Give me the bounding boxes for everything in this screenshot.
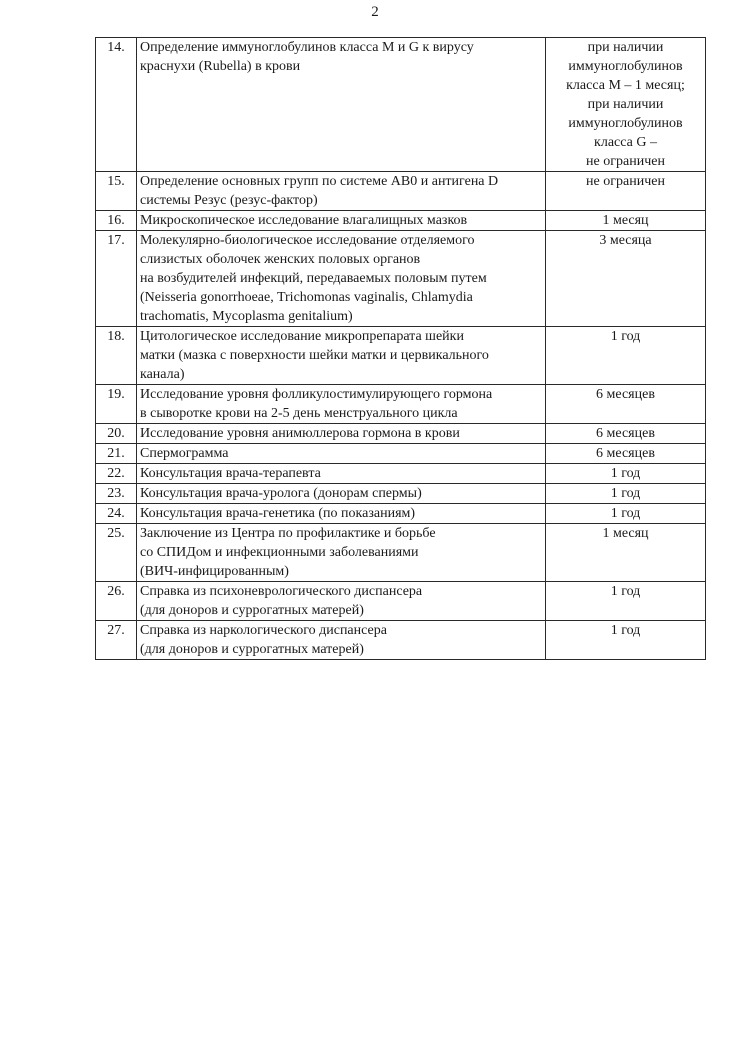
table-row <box>96 172 706 211</box>
row-validity-period <box>546 621 706 660</box>
period-line: иммуноглобулинов <box>568 59 683 74</box>
description-line: на возбудителей инфекций, передаваемых половым путем <box>140 271 487 286</box>
row-number: 18. <box>96 327 137 385</box>
row-description <box>137 504 546 524</box>
period-line: 1 месяц <box>602 526 649 541</box>
description-line: Микроскопическое исследование влагалищных мазков <box>140 213 468 228</box>
row-description <box>137 231 546 327</box>
period-line: 1 год <box>610 486 641 501</box>
period-line: 1 год <box>610 506 641 521</box>
row-description <box>137 582 546 621</box>
period-line: 1 год <box>610 584 641 599</box>
table-row <box>96 621 706 660</box>
row-description <box>137 385 546 424</box>
row-number: 19. <box>96 385 137 424</box>
description-line: системы Резус (резус-фактор) <box>140 193 318 208</box>
row-description <box>137 524 546 582</box>
row-number: 27. <box>96 621 137 660</box>
period-line: 1 год <box>610 623 641 638</box>
period-line: иммуноглобулинов <box>568 116 683 131</box>
period-line: 6 месяцев <box>596 446 655 461</box>
row-validity-period <box>546 424 706 444</box>
description-line: Цитологическое исследование микропрепарата шейки <box>140 329 464 344</box>
row-validity-period <box>546 211 706 231</box>
description-line: Определение основных групп по системе АВ0 и антигена D <box>140 174 499 189</box>
row-validity-period <box>546 172 706 211</box>
description-line: в сыворотке крови на 2-5 день менструального цикла <box>140 406 458 421</box>
description-line: Справка из наркологического диспансера <box>140 623 387 638</box>
row-number: 22. <box>96 464 137 484</box>
period-line: при наличии <box>587 40 664 55</box>
row-description <box>137 38 546 172</box>
row-description <box>137 444 546 464</box>
description-line: (для доноров и суррогатных матерей) <box>140 603 364 618</box>
description-line: краснухи (Rubella) в крови <box>140 59 301 74</box>
period-line: класса G – <box>594 135 657 150</box>
description-line: Консультация врача-уролога (донорам спермы) <box>140 486 422 501</box>
description-line: Консультация врача-генетика (по показаниям) <box>140 506 416 521</box>
row-number: 14. <box>96 38 137 172</box>
row-number: 15. <box>96 172 137 211</box>
row-number: 26. <box>96 582 137 621</box>
row-number: 17. <box>96 231 137 327</box>
period-line: не ограничен <box>586 174 665 189</box>
row-description <box>137 172 546 211</box>
description-line: Консультация врача-терапевта <box>140 466 321 481</box>
row-number: 23. <box>96 484 137 504</box>
description-line: Справка из психоневрологического диспансера <box>140 584 423 599</box>
row-number: 24. <box>96 504 137 524</box>
description-line: Заключение из Центра по профилактике и борьбе <box>140 526 436 541</box>
period-line: 1 год <box>610 329 641 344</box>
row-description <box>137 621 546 660</box>
description-line: матки (мазка с поверхности шейки матки и цервикального <box>140 348 489 363</box>
description-line: Молекулярно-биологическое исследование отделяемого <box>140 233 475 248</box>
requirements-table <box>95 37 706 660</box>
table-row <box>96 444 706 464</box>
row-number: 21. <box>96 444 137 464</box>
row-validity-period <box>546 327 706 385</box>
description-line: канала) <box>140 367 185 382</box>
row-validity-period <box>546 524 706 582</box>
description-line: trachomatis, Mycoplasma genitalium) <box>140 309 353 324</box>
row-description <box>137 424 546 444</box>
period-line: при наличии <box>587 97 664 112</box>
description-line: слизистых оболочек женских половых органов <box>140 252 421 267</box>
description-line: со СПИДом и инфекционными заболеваниями <box>140 545 419 560</box>
description-line: (для доноров и суррогатных матерей) <box>140 642 364 657</box>
row-validity-period <box>546 385 706 424</box>
table-row <box>96 464 706 484</box>
table-row <box>96 524 706 582</box>
row-description <box>137 211 546 231</box>
period-line: 3 месяца <box>599 233 652 248</box>
row-description <box>137 464 546 484</box>
period-line: 6 месяцев <box>596 387 655 402</box>
period-line: 1 месяц <box>602 213 649 228</box>
row-description <box>137 327 546 385</box>
row-validity-period <box>546 582 706 621</box>
row-validity-period <box>546 504 706 524</box>
table-body <box>96 38 706 660</box>
row-number: 16. <box>96 211 137 231</box>
period-line: 6 месяцев <box>596 426 655 441</box>
row-validity-period <box>546 231 706 327</box>
row-validity-period <box>546 38 706 172</box>
page-number: 2 <box>371 4 379 20</box>
table-row <box>96 385 706 424</box>
period-line: класса M – 1 месяц; <box>566 78 685 93</box>
table-row <box>96 504 706 524</box>
table-row <box>96 424 706 444</box>
table-row <box>96 211 706 231</box>
description-line: (ВИЧ-инфицированным) <box>140 564 289 579</box>
description-line: Определение иммуноглобулинов класса M и G к вирусу <box>140 40 474 55</box>
description-line: (Neisseria gonorrhoeae, Trichomonas vaginalis, Chlamydia <box>140 290 473 305</box>
row-validity-period <box>546 444 706 464</box>
table-row <box>96 582 706 621</box>
table-row <box>96 231 706 327</box>
row-number: 20. <box>96 424 137 444</box>
period-line: не ограничен <box>586 154 665 169</box>
description-line: Исследование уровня фолликулостимулирующего гормона <box>140 387 493 402</box>
row-validity-period <box>546 484 706 504</box>
row-validity-period <box>546 464 706 484</box>
row-number: 25. <box>96 524 137 582</box>
table-row <box>96 327 706 385</box>
table-row <box>96 484 706 504</box>
description-line: Спермограмма <box>140 446 229 461</box>
table-row <box>96 38 706 172</box>
description-line: Исследование уровня анимюллерова гормона в крови <box>140 426 460 441</box>
period-line: 1 год <box>610 466 641 481</box>
row-description <box>137 484 546 504</box>
